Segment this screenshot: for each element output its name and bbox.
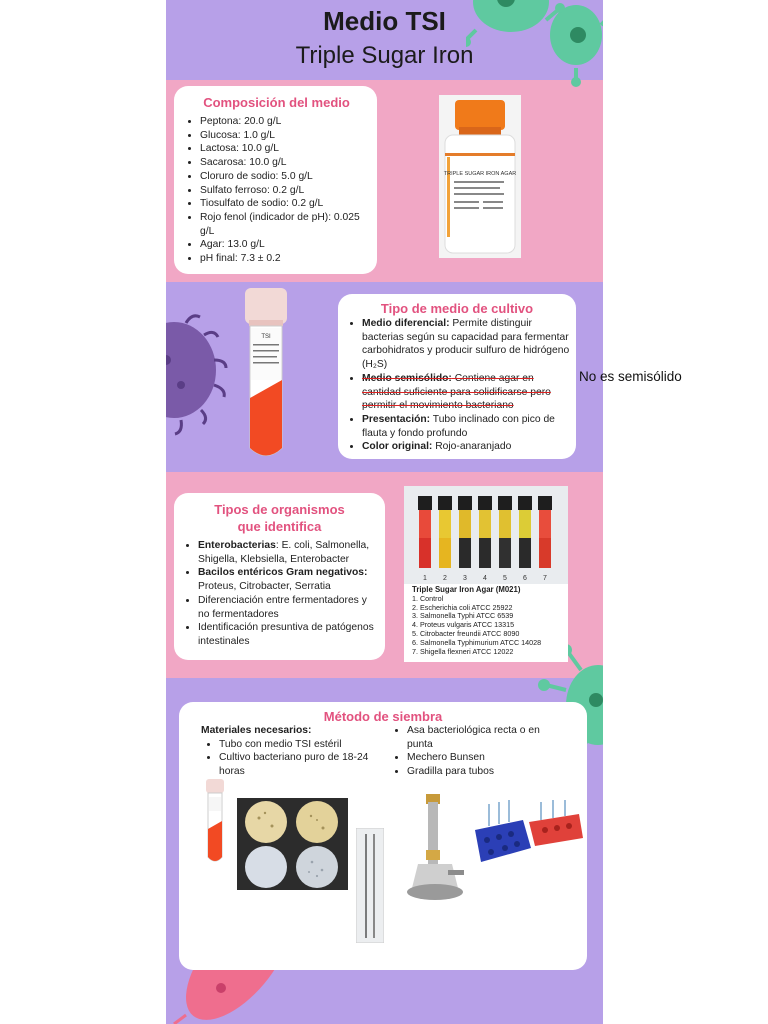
list-item: • Glucosa: 1.0 g/L: [200, 129, 371, 143]
tube-slant: [479, 510, 491, 538]
tube-butt: [519, 538, 531, 568]
page-title: Medio TSI: [323, 6, 446, 36]
list-item: • Asa bacteriológica recta o en punta: [407, 724, 559, 751]
purple-germ-icon: [166, 305, 236, 445]
list-item: • Gradilla para tubos: [407, 765, 559, 779]
tsi-tubes-image: [404, 486, 568, 584]
figure-title: Triple Sugar Iron Agar (M021): [412, 585, 521, 594]
tube-number: 5: [503, 575, 507, 582]
materials-list-left: [201, 738, 391, 779]
list-item: • Identificación presuntiva de patógenos intestinales: [198, 621, 379, 648]
test-tube-rack-image: [471, 800, 586, 868]
tube-slant: [499, 510, 511, 538]
sterile-tube-image: [204, 779, 226, 863]
tube-label: TSI: [261, 334, 271, 340]
organisms-card: [174, 493, 385, 660]
tube-butt: [479, 538, 491, 568]
list-item: • Peptona: 20.0 g/L: [200, 115, 371, 129]
tube-butt: [439, 538, 451, 568]
petri-dishes-image: [237, 798, 348, 890]
list-item: • Cloruro de sodio: 5.0 g/L: [200, 170, 371, 184]
list-item: • Sulfato ferroso: 0.2 g/L: [200, 184, 371, 198]
tsi-results-figure: [404, 486, 568, 662]
list-item: • Presentación: Tubo inclinado con pico de flauta y fondo profundo: [362, 413, 570, 440]
tube-butt: [419, 538, 431, 568]
side-note: No es semisólido: [579, 369, 682, 384]
organisms-list: [180, 539, 379, 649]
figure-caption-item: 3. Salmonella Typhi ATCC 6539: [412, 611, 514, 621]
tube-number: 2: [443, 575, 447, 582]
page-subtitle: Triple Sugar Iron: [295, 42, 474, 69]
list-item: • Medio diferencial: Permite distinguir bacterias según su capacidad para fermentar carbohidratos y producir sulfuro de hidrógeno (H₂S): [362, 317, 570, 372]
tube-cap: [418, 496, 432, 510]
list-item: • Tubo con medio TSI estéril: [219, 738, 391, 752]
medium-type-list: [344, 317, 570, 454]
list-item: • Agar: 13.0 g/L: [200, 238, 371, 252]
figure-caption-item: 1. Control: [412, 593, 444, 603]
list-item: • Diferenciación entre fermentadores y no fermentadores: [198, 594, 379, 621]
tube-slant: [459, 510, 471, 538]
tube-butt: [459, 538, 471, 568]
figure-caption-item: 5. Citrobacter freundii ATCC 8090: [412, 628, 520, 638]
list-item: • Tiosulfato de sodio: 0.2 g/L: [200, 197, 371, 211]
tsi-bottle-photo: [439, 95, 521, 258]
tube-slant: [439, 510, 451, 538]
list-item: • pH final: 7.3 ± 0.2: [200, 252, 371, 266]
tube-slant: [419, 510, 431, 538]
tube-cap: [518, 496, 532, 510]
bunsen-burner-image: [404, 792, 466, 904]
tube-slant: [539, 510, 551, 538]
tube-number: 7: [543, 575, 547, 582]
figure-caption-list: [412, 595, 566, 657]
list-item: • Mechero Bunsen: [407, 751, 559, 765]
medium-type-card: [338, 294, 576, 459]
list-item: • Rojo fenol (indicador de pH): 0.025 g/L: [200, 211, 371, 238]
figure-caption-item: 6. Salmonella Typhimurium ATCC 14028: [412, 637, 542, 647]
list-item: • Bacilos entéricos Gram negativos: Proteus, Citrobacter, Serratia: [198, 566, 379, 593]
organisms-heading-1: Tipos de organismos: [214, 502, 345, 517]
tube-cap: [478, 496, 492, 510]
method-card: [179, 702, 587, 970]
composition-heading: Composición del medio: [203, 95, 350, 110]
list-item: • Medio semisólido: Contiene agar en cantidad suficiente para solidificarse pero permitir el movimiento bacteriano: [362, 372, 570, 413]
tube-cap: [538, 496, 552, 510]
method-heading: Método de siembra: [323, 709, 443, 724]
figure-caption-item: 4. Proteus vulgaris ATCC 13315: [412, 620, 515, 630]
list-item: • Cultivo bacteriano puro de 18-24 horas: [219, 751, 391, 778]
tube-number: 1: [423, 575, 427, 582]
list-item: • Lactosa: 10.0 g/L: [200, 142, 371, 156]
medium-type-heading: Tipo de medio de cultivo: [380, 301, 534, 316]
inoculating-needle-image: [356, 828, 384, 943]
tube-cap: [458, 496, 472, 510]
bottle-label: TRIPLE SUGAR IRON AGAR: [443, 171, 517, 177]
infographic-poster: [166, 0, 603, 1024]
tube-number: 4: [483, 575, 487, 582]
materials-list-right: [389, 724, 559, 779]
composition-card: [174, 86, 377, 274]
list-item: • Enterobacterias: E. coli, Salmonella, Shigella, Klebsiella, Enterobacter: [198, 539, 379, 566]
tube-slant: [519, 510, 531, 538]
list-item: • Sacarosa: 10.0 g/L: [200, 156, 371, 170]
tube-butt: [539, 538, 551, 568]
tube-cap: [438, 496, 452, 510]
tsi-tube-photo: [241, 288, 291, 460]
figure-caption-item: 7. Shigella flexneri ATCC 12022: [412, 646, 514, 656]
list-item: • Color original: Rojo-anaranjado: [362, 440, 570, 454]
materials-label: Materiales necesarios:: [201, 725, 312, 736]
figure-caption-item: 2. Escherichia coli ATCC 25922: [412, 602, 513, 612]
tube-number: 6: [523, 575, 527, 582]
tube-butt: [499, 538, 511, 568]
composition-list: [182, 115, 371, 266]
organisms-heading-2: que identifica: [237, 519, 322, 534]
tube-number: 3: [463, 575, 467, 582]
tube-cap: [498, 496, 512, 510]
